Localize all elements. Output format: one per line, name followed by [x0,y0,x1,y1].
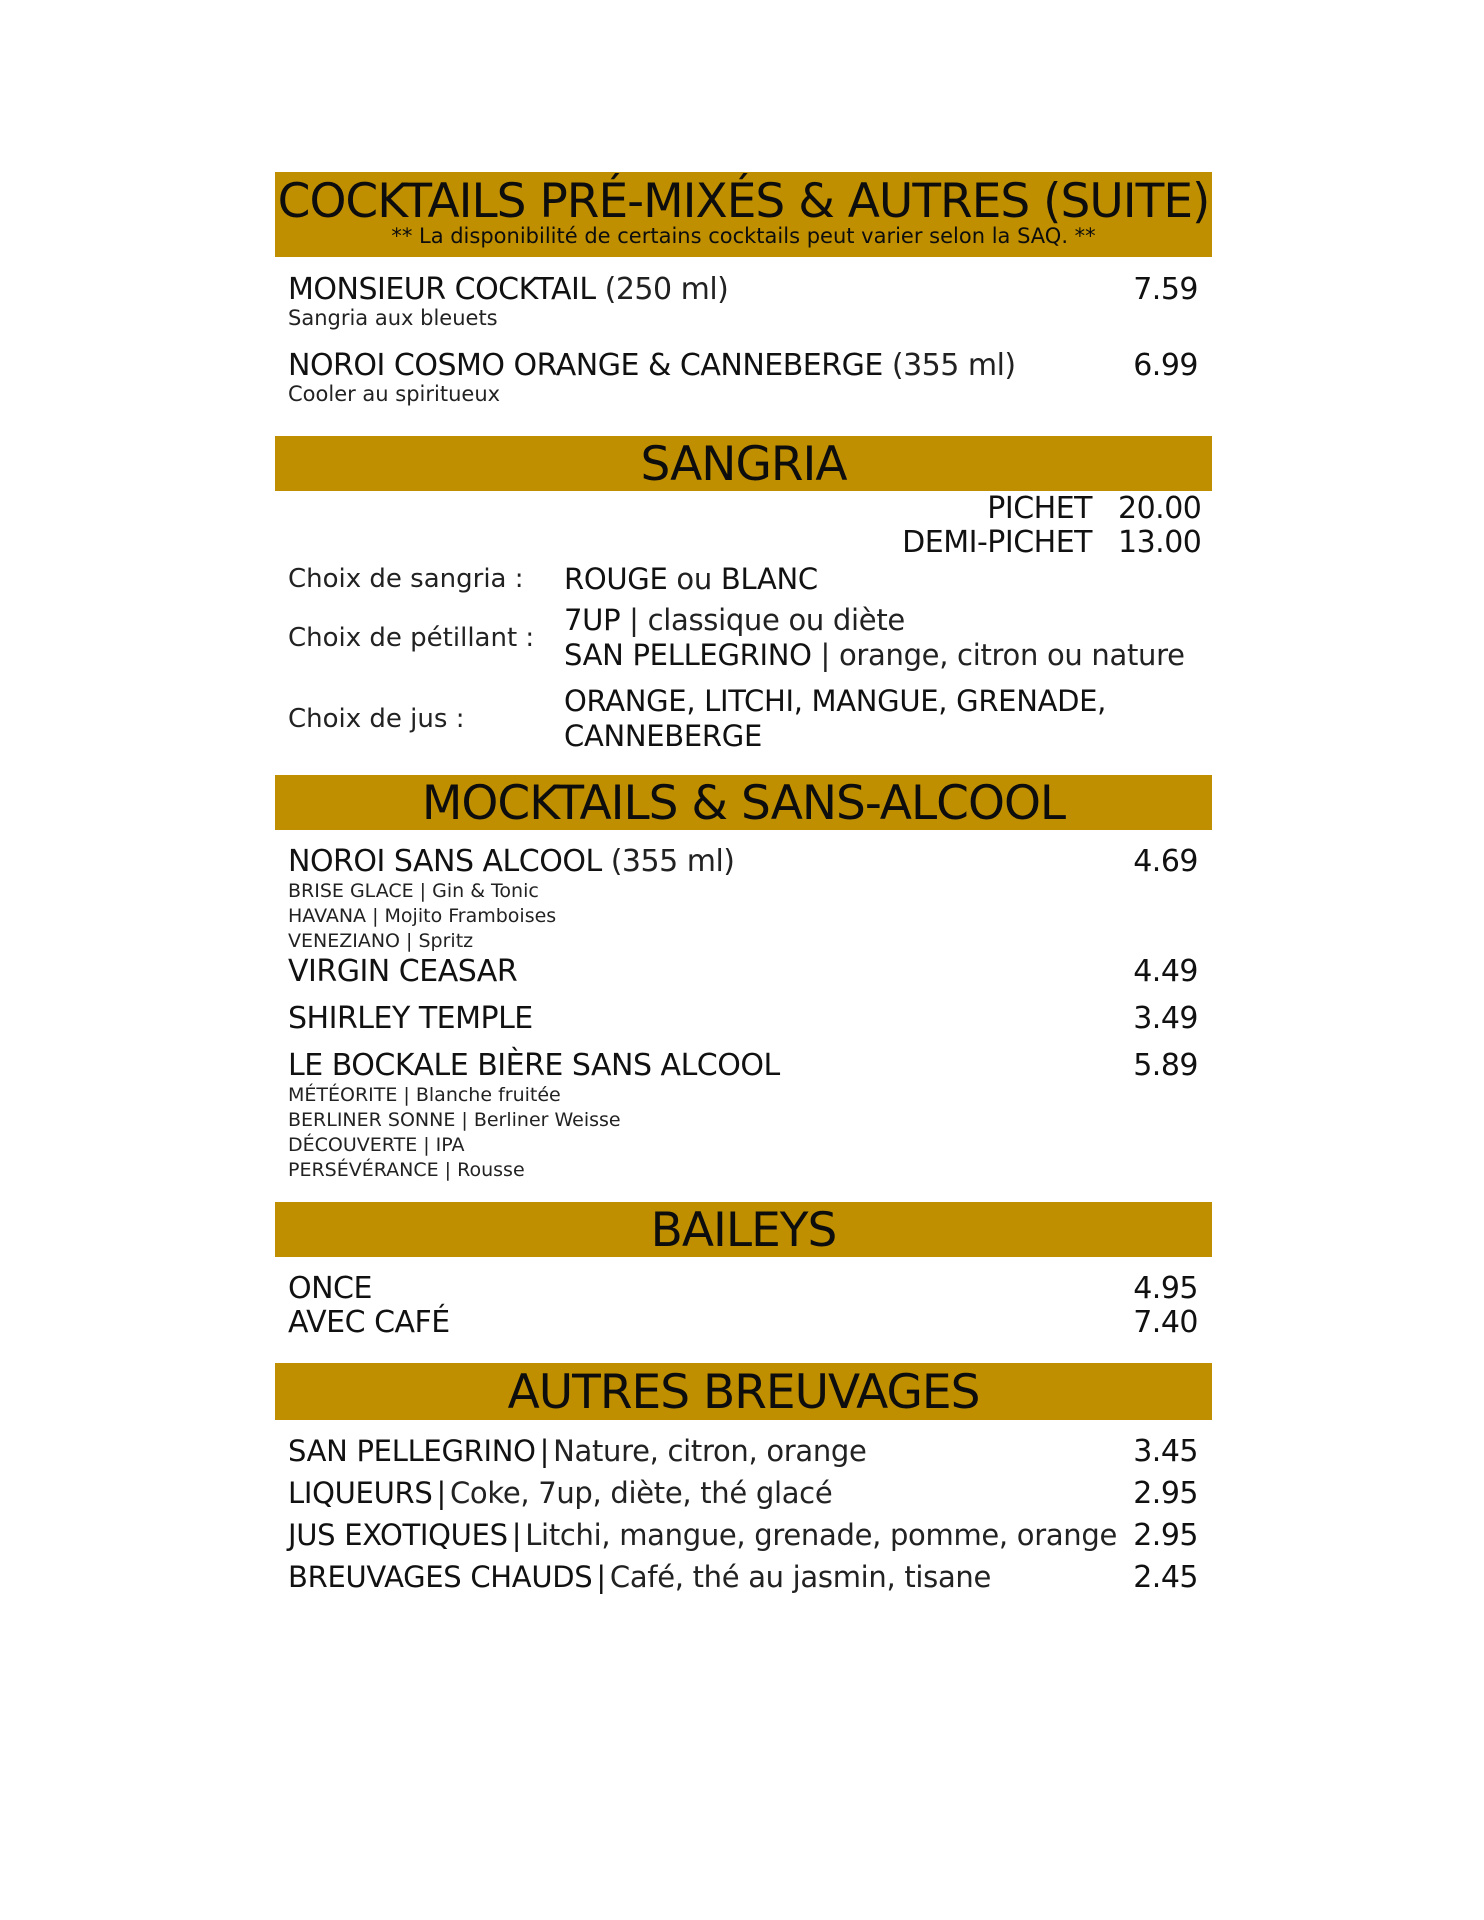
item-name: NOROI COSMO ORANGE & CANNEBERGE [288,348,883,383]
availability-note: ** La disponibilité de certains cocktails peut varier selon la SAQ. ** [391,224,1096,248]
item-price: 5.89 [1133,1048,1198,1083]
menu-page [275,172,1212,1602]
item-size: (355 ml) [610,844,735,879]
section-title: SANGRIA [640,437,847,491]
section-baileys [275,1202,1212,1347]
choice-option: BLANC [720,561,818,596]
section-title: MOCKTAILS & SANS-ALCOOL [421,776,1066,830]
section-header [275,172,1212,257]
item-price: 2.45 [1133,1560,1198,1595]
item-name: JUS EXOTIQUES [288,1518,508,1552]
item-size: (355 ml) [891,348,1016,383]
menu-item [275,1048,1212,1188]
menu-item [275,1001,1212,1048]
section-cocktails [275,172,1212,420]
menu-item [275,1305,1212,1347]
section-autres-breuvages [275,1363,1212,1602]
section-header [275,436,1212,491]
item-price: 3.45 [1133,1434,1198,1469]
pitcher-prices [275,491,1212,561]
section-header [275,1202,1212,1257]
section-mocktails [275,775,1212,1188]
item-price: 3.49 [1133,1001,1198,1036]
item-variant: PERSÉVÉRANCE | Rousse [288,1159,525,1181]
choice-petillant [275,597,1212,679]
choice-line: CANNEBERGE [564,719,762,753]
separator: | [511,1518,522,1552]
choice-value [564,684,1106,754]
item-name: MONSIEUR COCKTAIL [288,272,596,307]
choice-option: SAN PELLEGRINO [564,638,812,672]
beverage-row [275,1518,1212,1560]
choice-label: Choix de jus : [288,704,465,734]
menu-item [275,1271,1212,1305]
item-description: Cooler au spiritueux [288,382,501,406]
beverage-row [275,1434,1212,1476]
item-description: Sangria aux bleuets [288,306,498,330]
demi-pichet-line [902,525,1202,560]
item-name: SAN PELLEGRINO [288,1434,536,1468]
item-name: LE BOCKALE BIÈRE SANS ALCOOL [288,1048,780,1083]
beverage-row [275,1560,1212,1602]
item-price: 4.49 [1133,954,1198,989]
section-header [275,775,1212,830]
section-sangria [275,436,1212,759]
item-size: (250 ml) [604,272,729,307]
item-price: 7.59 [1133,272,1198,307]
choice-sangria [275,561,1212,597]
item-price: 6.99 [1133,348,1198,383]
item-variant: BERLINER SONNE | Berliner Weisse [288,1109,621,1131]
section-title: COCKTAILS PRÉ-MIXÉS & AUTRES (SUITE) [277,174,1210,229]
demi-pichet-label: DEMI-PICHET [902,525,1092,560]
item-price: 4.95 [1133,1271,1198,1306]
item-detail: Nature, citron, orange [553,1434,867,1468]
item-price: 7.40 [1133,1305,1198,1340]
item-name: AVEC CAFÉ [288,1305,450,1340]
item-detail: Café, thé au jasmin, tisane [609,1560,992,1594]
item-variant: MÉTÉORITE | Blanche fruitée [288,1084,561,1106]
item-name: LIQUEURS [288,1476,433,1510]
item-name: BREUVAGES CHAUDS [288,1560,593,1594]
item-variant: DÉCOUVERTE | IPA [288,1134,465,1156]
section-title: BAILEYS [650,1203,837,1257]
separator: | [539,1434,550,1468]
item-variant: HAVANA | Mojito Framboises [288,905,557,927]
choice-label: Choix de pétillant : [288,623,535,653]
item-name: VIRGIN CEASAR [288,954,518,989]
separator: | [596,1560,606,1594]
choice-detail: | classique ou diète [620,603,905,637]
item-price: 2.95 [1133,1476,1198,1511]
item-detail: Litchi, mangue, grenade, pomme, orange [525,1518,1118,1552]
pichet-line [987,491,1202,526]
section-header [275,1363,1212,1420]
item-variant: VENEZIANO | Spritz [288,930,474,952]
item-variant: BRISE GLACE | Gin & Tonic [288,880,539,902]
pichet-label: PICHET [987,491,1092,526]
choice-option: ROUGE [564,561,668,596]
item-name: NOROI SANS ALCOOL [288,844,602,879]
choice-value [564,603,1185,673]
choice-connector: ou [667,561,721,596]
separator: | [436,1476,446,1510]
choice-jus [275,679,1212,759]
item-name: ONCE [288,1271,372,1306]
pichet-price: 20.00 [1118,491,1202,526]
menu-item [275,844,1212,954]
demi-pichet-price: 13.00 [1118,525,1202,560]
choice-value [564,562,818,597]
choice-detail: | orange, citron ou nature [811,638,1185,672]
menu-item [275,348,1212,420]
choice-label: Choix de sangria : [288,564,524,594]
item-price: 2.95 [1133,1518,1198,1553]
choice-line: ORANGE, LITCHI, MANGUE, GRENADE, [564,684,1107,718]
section-title: AUTRES BREUVAGES [507,1365,980,1420]
item-detail: Coke, 7up, diète, thé glacé [449,1476,833,1510]
beverage-row [275,1476,1212,1518]
choice-option: 7UP [564,603,621,637]
item-price: 4.69 [1133,844,1198,879]
menu-item [275,954,1212,1001]
item-name: SHIRLEY TEMPLE [288,1001,533,1036]
menu-item [275,272,1212,348]
